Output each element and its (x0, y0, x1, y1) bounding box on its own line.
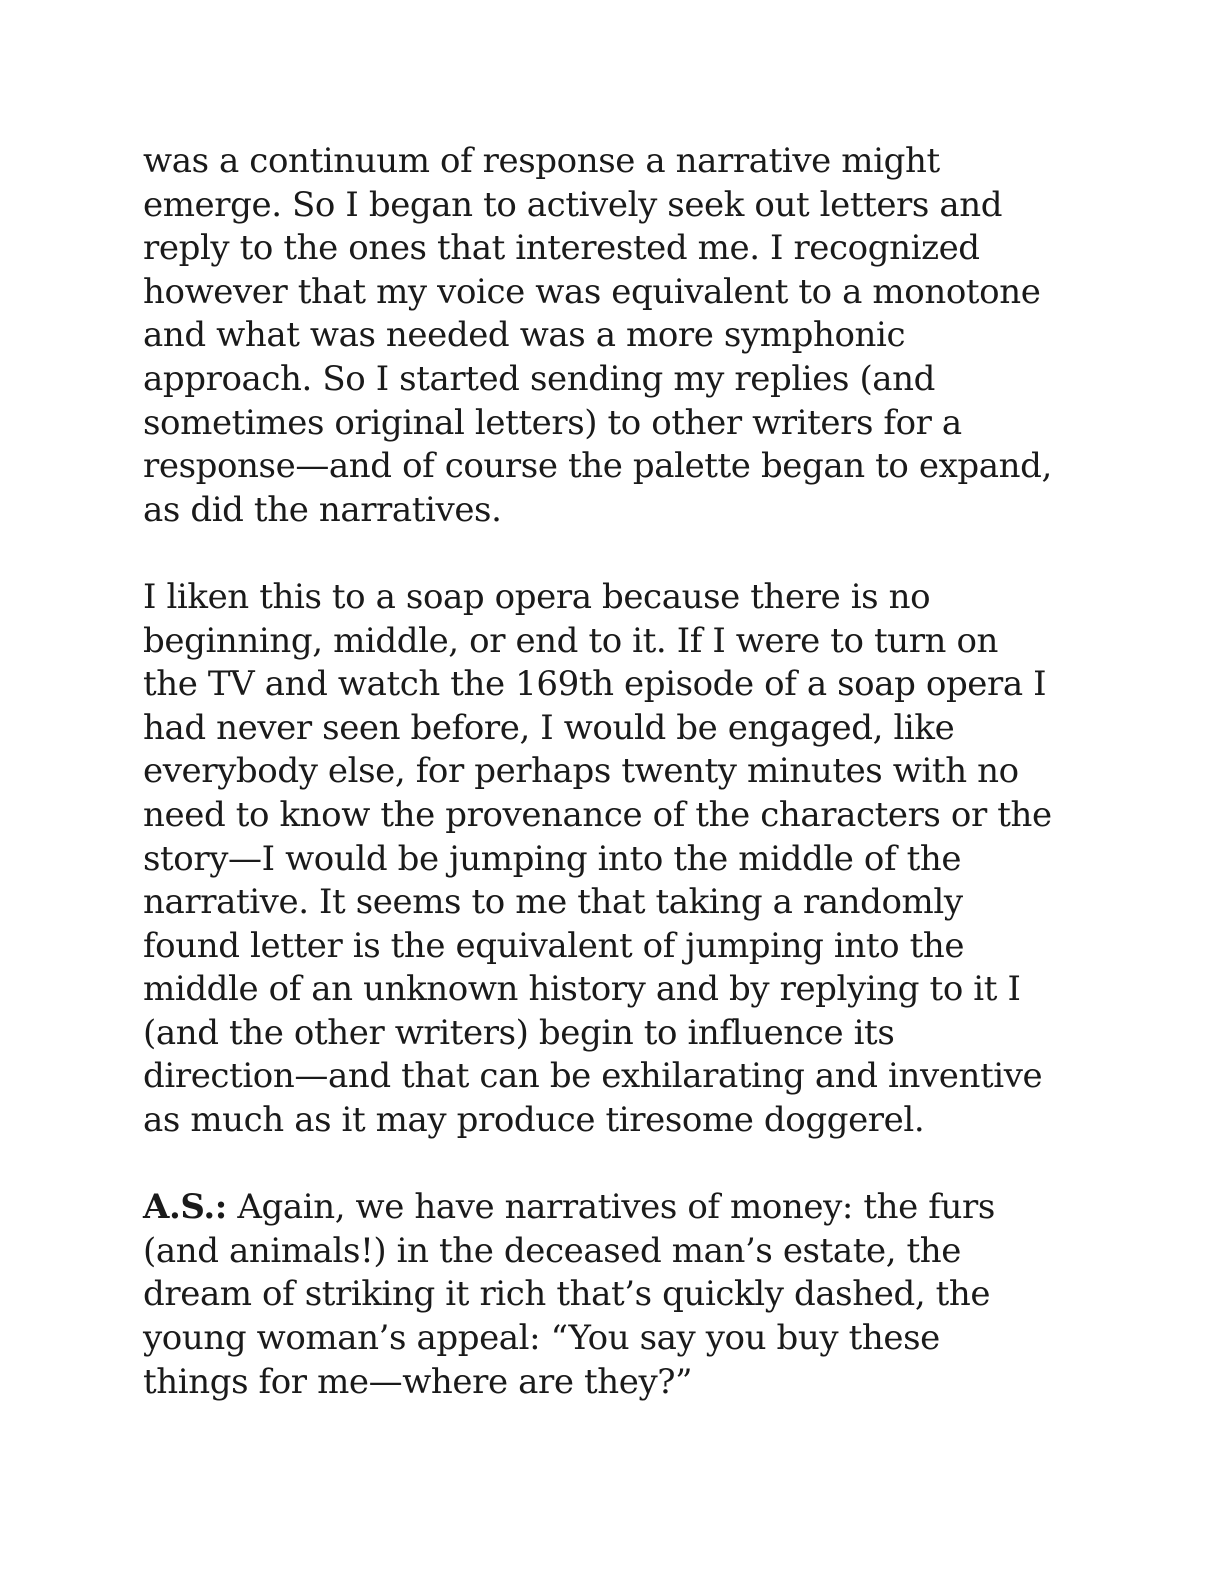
text-line: things for me—where are they?” (143, 1361, 693, 1402)
paragraph-interview-question (143, 1186, 1083, 1404)
text-line: reply to the ones that interested me. I recognized (143, 228, 980, 269)
question-text-start: Again, we have narratives of money: the furs (226, 1187, 995, 1228)
text-line: young woman’s appeal: “You say you buy these (143, 1318, 940, 1359)
speaker-label: A.S.: (143, 1187, 227, 1228)
document-body (143, 140, 1083, 1448)
text-line: sometimes original letters) to other writers for a (143, 402, 962, 443)
text-line: dream of striking it rich that’s quickly dashed, the (143, 1274, 991, 1315)
text-line: story—I would be jumping into the middle of the (143, 838, 962, 879)
text-line: need to know the provenance of the characters or the (143, 794, 1052, 835)
paragraph-continuum (143, 140, 1083, 532)
text-line: (and animals!) in the deceased man’s estate, the (143, 1230, 962, 1271)
text-line: however that my voice was equivalent to a monotone (143, 271, 1041, 312)
text-line: everybody else, for perhaps twenty minutes with no (143, 751, 1019, 792)
text-line: was a continuum of response a narrative might (143, 141, 940, 181)
text-line: and what was needed was a more symphonic (143, 315, 906, 356)
text-line: approach. So I started sending my replies (and (143, 358, 936, 399)
text-line: emerge. So I began to actively seek out letters and (143, 184, 1003, 225)
text-line: I liken this to a soap opera because there is no (143, 576, 931, 617)
text-line: beginning, middle, or end to it. If I were to turn on (143, 620, 999, 661)
text-line: as much as it may produce tiresome doggerel. (143, 1100, 925, 1141)
text-line: found letter is the equivalent of jumping into the (143, 925, 965, 966)
text-line: had never seen before, I would be engaged, like (143, 707, 955, 748)
text-line: middle of an unknown history and by replying to it I (143, 969, 1021, 1010)
text-line: the TV and watch the 169th episode of a soap opera I (143, 664, 1047, 705)
text-line: response—and of course the palette began to expand, (143, 446, 1052, 487)
paragraph-soap-opera (143, 576, 1083, 1143)
text-line: (and the other writers) begin to influence its (143, 1012, 895, 1053)
text-line: as did the narratives. (143, 489, 502, 530)
text-line: narrative. It seems to me that taking a randomly (143, 882, 963, 923)
text-line-first (143, 1186, 1083, 1230)
text-line: direction—and that can be exhilarating and inventive (143, 1056, 1043, 1097)
